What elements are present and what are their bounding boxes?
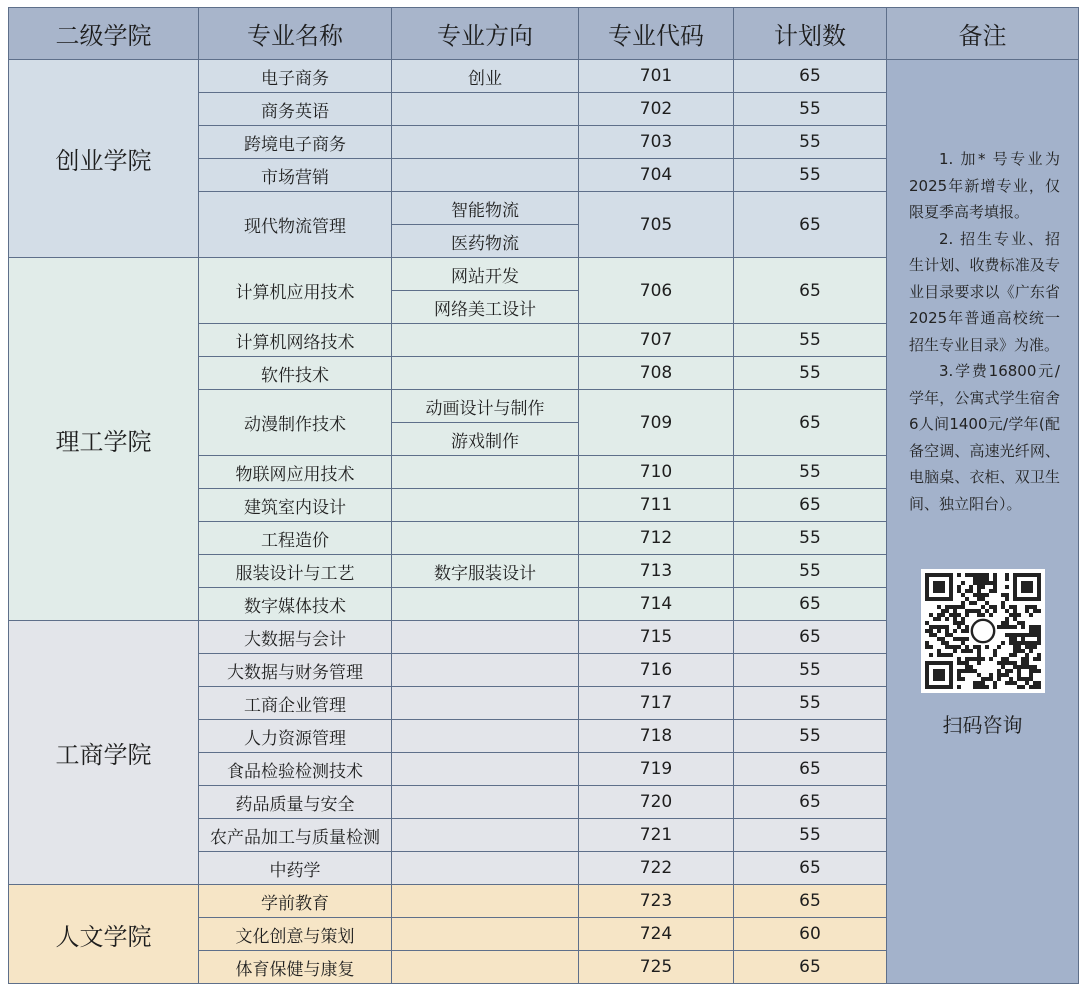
direction-cell <box>392 489 579 522</box>
major-name-cell: 工商企业管理 <box>199 687 392 720</box>
major-name-cell: 物联网应用技术 <box>199 456 392 489</box>
plan-count-cell: 55 <box>734 654 887 687</box>
major-code-cell: 707 <box>579 324 734 357</box>
plan-count-cell: 65 <box>734 852 887 885</box>
major-code-cell: 701 <box>579 60 734 93</box>
table-row <box>9 60 1079 93</box>
plan-count-cell: 55 <box>734 126 887 159</box>
major-name-cell: 大数据与财务管理 <box>199 654 392 687</box>
direction-cell: 智能物流 <box>392 192 579 225</box>
major-name-cell: 建筑室内设计 <box>199 489 392 522</box>
major-name-cell: 文化创意与策划 <box>199 918 392 951</box>
major-code-cell: 703 <box>579 126 734 159</box>
direction-cell <box>392 819 579 852</box>
direction-cell <box>392 720 579 753</box>
enrollment-plan-table <box>8 7 1079 984</box>
college-name-cell: 理工学院 <box>9 258 199 621</box>
direction-cell <box>392 621 579 654</box>
major-name-cell: 学前教育 <box>199 885 392 918</box>
direction-cell: 动画设计与制作 <box>392 390 579 423</box>
major-name-cell: 现代物流管理 <box>199 192 392 258</box>
direction-cell <box>392 522 579 555</box>
major-name-cell: 药品质量与安全 <box>199 786 392 819</box>
direction-cell <box>392 918 579 951</box>
plan-count-cell: 65 <box>734 258 887 324</box>
plan-count-cell: 55 <box>734 324 887 357</box>
direction-cell <box>392 357 579 390</box>
major-name-cell: 跨境电子商务 <box>199 126 392 159</box>
major-code-cell: 715 <box>579 621 734 654</box>
plan-count-cell: 55 <box>734 159 887 192</box>
plan-count-cell: 65 <box>734 885 887 918</box>
plan-count-cell: 55 <box>734 687 887 720</box>
plan-count-cell: 55 <box>734 819 887 852</box>
major-name-cell: 动漫制作技术 <box>199 390 392 456</box>
plan-count-cell: 55 <box>734 456 887 489</box>
header-college: 二级学院 <box>9 8 199 60</box>
major-code-cell: 710 <box>579 456 734 489</box>
header-major-code: 专业代码 <box>579 8 734 60</box>
major-name-cell: 市场营销 <box>199 159 392 192</box>
major-code-cell: 722 <box>579 852 734 885</box>
major-code-cell: 718 <box>579 720 734 753</box>
plan-count-cell: 55 <box>734 522 887 555</box>
plan-count-cell: 65 <box>734 192 887 258</box>
header-direction: 专业方向 <box>392 8 579 60</box>
major-code-cell: 705 <box>579 192 734 258</box>
direction-cell <box>392 324 579 357</box>
major-name-cell: 软件技术 <box>199 357 392 390</box>
remark-item: 2. 招生专业、招生计划、收费标准及专业目录要求以《广东省2025年普通高校统一招生专业目录》为准。 <box>909 229 1060 354</box>
direction-cell <box>392 588 579 621</box>
major-name-cell: 体育保健与康复 <box>199 951 392 984</box>
direction-cell <box>392 159 579 192</box>
qr-code-image <box>921 569 1045 693</box>
major-name-cell: 商务英语 <box>199 93 392 126</box>
direction-cell: 网络美工设计 <box>392 291 579 324</box>
major-name-cell: 数字媒体技术 <box>199 588 392 621</box>
major-name-cell: 食品检验检测技术 <box>199 753 392 786</box>
major-code-cell: 708 <box>579 357 734 390</box>
college-name-cell: 创业学院 <box>9 60 199 258</box>
direction-cell: 数字服装设计 <box>392 555 579 588</box>
plan-count-cell: 55 <box>734 555 887 588</box>
direction-cell <box>392 852 579 885</box>
direction-cell: 游戏制作 <box>392 423 579 456</box>
major-name-cell: 电子商务 <box>199 60 392 93</box>
major-name-cell: 大数据与会计 <box>199 621 392 654</box>
direction-cell: 创业 <box>392 60 579 93</box>
major-name-cell: 农产品加工与质量检测 <box>199 819 392 852</box>
plan-count-cell: 55 <box>734 93 887 126</box>
direction-cell <box>392 687 579 720</box>
direction-cell <box>392 951 579 984</box>
header-plan-count: 计划数 <box>734 8 887 60</box>
major-code-cell: 719 <box>579 753 734 786</box>
major-code-cell: 716 <box>579 654 734 687</box>
major-name-cell: 计算机网络技术 <box>199 324 392 357</box>
plan-count-cell: 55 <box>734 357 887 390</box>
major-code-cell: 714 <box>579 588 734 621</box>
remark-item: 1. 加* 号专业为2025年新增专业，仅限夏季高考填报。 <box>909 150 1060 221</box>
qr-code[interactable] <box>921 569 1045 693</box>
plan-count-cell: 65 <box>734 588 887 621</box>
plan-count-cell: 55 <box>734 720 887 753</box>
direction-cell <box>392 126 579 159</box>
header-remarks: 备注 <box>887 8 1079 60</box>
remark-item: 3.学费16800元/学年，公寓式学生宿舍6人间1400元/学年(配备空调、高速光纤网、电脑桌、衣柜、双卫生间、独立阳台）。 <box>909 362 1060 513</box>
major-code-cell: 723 <box>579 885 734 918</box>
direction-cell: 医药物流 <box>392 225 579 258</box>
major-code-cell: 709 <box>579 390 734 456</box>
direction-cell <box>392 885 579 918</box>
major-name-cell: 工程造价 <box>199 522 392 555</box>
major-code-cell: 706 <box>579 258 734 324</box>
plan-count-cell: 65 <box>734 621 887 654</box>
major-code-cell: 725 <box>579 951 734 984</box>
direction-cell <box>392 753 579 786</box>
plan-count-cell: 65 <box>734 390 887 456</box>
table-header-row <box>9 8 1079 60</box>
college-name-cell: 人文学院 <box>9 885 199 984</box>
major-code-cell: 720 <box>579 786 734 819</box>
major-name-cell: 人力资源管理 <box>199 720 392 753</box>
major-name-cell: 中药学 <box>199 852 392 885</box>
major-code-cell: 724 <box>579 918 734 951</box>
plan-count-cell: 65 <box>734 753 887 786</box>
plan-count-cell: 65 <box>734 786 887 819</box>
plan-count-cell: 65 <box>734 60 887 93</box>
major-name-cell: 计算机应用技术 <box>199 258 392 324</box>
major-code-cell: 711 <box>579 489 734 522</box>
remarks-cell <box>887 60 1079 984</box>
direction-cell <box>392 786 579 819</box>
direction-cell: 网站开发 <box>392 258 579 291</box>
plan-count-cell: 65 <box>734 951 887 984</box>
major-name-cell: 服装设计与工艺 <box>199 555 392 588</box>
major-code-cell: 713 <box>579 555 734 588</box>
direction-cell <box>392 93 579 126</box>
plan-count-cell: 60 <box>734 918 887 951</box>
major-code-cell: 721 <box>579 819 734 852</box>
direction-cell <box>392 456 579 489</box>
major-code-cell: 717 <box>579 687 734 720</box>
qr-caption: 扫码咨询 <box>942 713 1023 737</box>
remarks-text <box>887 60 1078 517</box>
direction-cell <box>392 654 579 687</box>
major-code-cell: 702 <box>579 93 734 126</box>
header-major-name: 专业名称 <box>199 8 392 60</box>
major-code-cell: 704 <box>579 159 734 192</box>
college-name-cell: 工商学院 <box>9 621 199 885</box>
major-code-cell: 712 <box>579 522 734 555</box>
plan-count-cell: 65 <box>734 489 887 522</box>
